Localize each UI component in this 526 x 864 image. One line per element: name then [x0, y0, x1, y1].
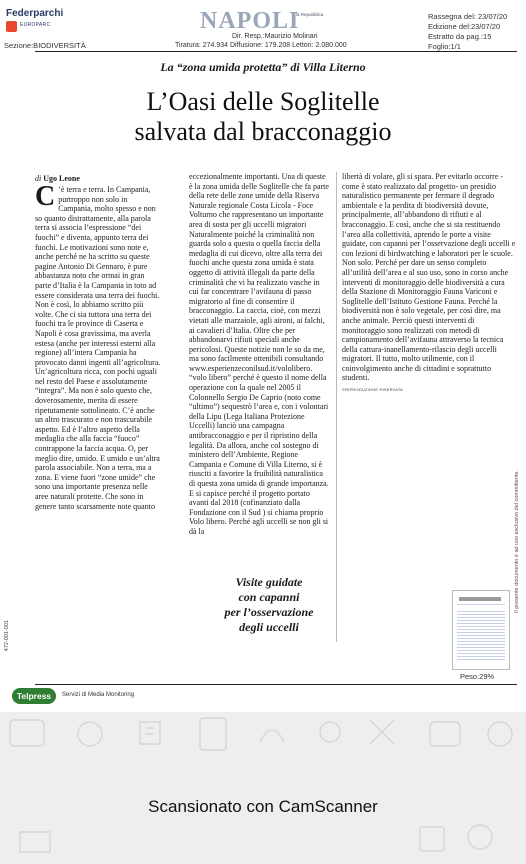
banner-pattern-icon: [0, 712, 526, 864]
pull-quote-line-4: degli uccelli: [239, 620, 299, 634]
header-rule: [35, 51, 517, 52]
headline-line-2: salvata dal bracconaggio: [134, 117, 392, 146]
article-column-2: [189, 172, 329, 537]
telpress-subtitle: Servizi di Media Monitoring: [62, 692, 135, 698]
page-weight: Peso:29%: [460, 672, 495, 681]
section-label: Sezione:BIODIVERSITÀ: [4, 41, 86, 50]
pull-quote-line-2: con capanni: [238, 590, 300, 604]
column-1-text: ’è terra e terra. In Campania, purtroppo non solo in Campania, molto spesso e non so quanto distrattamente, alla parola terra si associa l’espressione “dei fuochi” e diventa, appunto terra dei fuochi. Le motivazioni sono note e, anche perché ne ha scritto su queste pagine Antonio Di Gennaro, è pure abbastanza noto che ormai in gran parte d’Italia è la Campania in toto ad essere considerata una terra dei fuochi. Non è così, lo abbiamo scritto più volte. Che ci sia tuttora una terra dei fuochi tra le province di Caserta e Napoli è cosa gravissima, ma averla estesa (anche per interessi esterni alla regione) all’intera Campania ha provocato danni ingenti all’agricoltura. Un’agricoltura ricca, con pochi uguali nel resto del Paese e assolutamente “integra”. Ma non è solo questo che, doverosamente, merita di essere ripetutamente sottolineato. C’è anche un altro trascurato e non trascurabile aspetto. Ed è l’altro aspetto della medaglia che alla faccia “fuoco” contrappone la faccia acqua. O, per meglio dire, umido. E umido e un’altra parola associabile. Non a terra, ma a zona. E viene fuori “zone umide” che sono una importante presenza nelle aree naturali protette. Che sono in genere tanto scarsamente note quanto: [35, 185, 161, 511]
article-column-3: [342, 172, 517, 395]
document-code: 472-001-001: [4, 620, 10, 652]
newspaper-masthead: [200, 10, 330, 34]
byline-author: Ugo Leone: [43, 174, 80, 183]
pull-quote-line-1: Visite guidate: [235, 575, 303, 589]
clipping-meta: [428, 12, 512, 52]
foglio: Foglio:1/1: [428, 42, 461, 51]
brand-name: Federparchi: [6, 8, 64, 19]
federparchi-logo: [6, 8, 90, 36]
rassegna-date: Rassegna del: 23/07/20: [428, 12, 508, 21]
editor-in-chief: Dir. Resp.:Maurizio Molinari: [232, 33, 318, 40]
scanner-caption: Scansionato con CamScanner: [148, 797, 378, 816]
pull-quote: [214, 575, 324, 635]
circulation-info: Tiratura: 274.934 Diffusione: 179.208 Lettori: 2.080.000: [175, 42, 347, 49]
thumbnail-headline: [459, 597, 501, 601]
edizione-date: Edizione del:23/07/20: [428, 22, 501, 31]
article-column-1: [35, 181, 161, 511]
column-3-text: libertà di volare, gli si spara. Per evitarlo occorre - come è stato realizzato dal progetto- un presidio naturalistico permanente per fermare il degrado ambientale e la perdita di biodiversità dovute, principalmente, all’abbandono di rifiuti e al bracconaggio. E così, anche che si sta restituendo l’area alla collettività, aprendo le porte a visite guidate, con capanni per l’osservazione degli uccelli e con lezioni di birdwatching e laboratori per le scuole. Non solo. Perché per dare un senso completo all’utilità dell’area e al suo uso, sono in corso anche interventi di monitoraggio delle biodiversità a cura della Stazione di Monitoraggio Fauna Variconi e Soglitelle dell’Istituto Gestione Fauna. Perché la biodiversità non è solo vegetale, per così dire, ma anche animale. Perciò questi interventi di monitoraggio sono realizzati con metodi di campionamento dell’avifauna attraverso la tecnica della cattura-inanellamento-rilascio degli uccelli migratori. Il tutto, molto utilmente, con il coinvolgimento anche di cittadini e soprattutto studenti.: [342, 172, 516, 383]
camscanner-banner: [0, 712, 526, 864]
exclusive-use-note: Il presente documento è ad uso esclusivo del committente.: [514, 470, 520, 614]
brand-sub: EUROPARC: [20, 22, 51, 28]
headline-line-1: L’Oasi delle Soglitelle: [146, 87, 380, 116]
brand-mark-icon: [6, 21, 17, 32]
byline-prefix: di: [35, 174, 42, 183]
thumbnail-line: [457, 604, 505, 605]
column-2-text: eccezionalmente importanti. Una di queste è la zona umida delle Soglitelle che fa parte della rete delle zone umide della Riserva Naturale regionale Costa Licola - Foce Volturno che rappresentano un importante area di sosta per gli uccelli migratori Naturalmente poiché la criminalità non guarda solo a questa o quella faccia della medaglia di cui dicevo, oltre alla terra dei fuochi anche questa zona umida è stata oggetto di attività illegali da parte della criminalità che vi ha realizzato vasche in cui far concentrare l’avifauna di passo migratorio al fine di consentire il bracconaggio. La caccia, cioè, con mezzi vietati alle marzaiole, agli aironi, ai falchi, ai cavalieri d’Italia. Oltre che per abbandonarvi rifiuti speciali anche pericolosi. Queste notizie non le so da me, ma sono facilmente ottenibili consultando www.esperienzeconilsud.it/vololibero. “volo libero” perché è questo il nome della operazione con la quale nel 2005 il Colonnello Sergio De Caprio (noto come “ultimo”) sequestrò l’area e, con i volontari della Lipu (Lega Italiana Protezione Uccelli) lanciò una campagna antibracconaggio e per il ripristino della legalità. Da allora, anche col sostegno di ministero dell’Ambiente, Regione Campania e Comune di Villa Literno, si è riusciti a favorire la fruibilità naturalistica di questa zona umida di grande importanza. E si capisce perché il progetto portato avanti dal 2018 (cofinanziato dalla Fondazione con il Sud ) si chiama proprio Volo libero. Perché agli uccelli se non gli si dà la: [189, 172, 329, 536]
pull-quote-line-3: per l’osservazione: [224, 605, 314, 619]
article-kicker: La “zona umida protetta” di Villa Literno: [160, 60, 366, 74]
footer-rule: [35, 684, 517, 685]
column-divider: [336, 172, 337, 642]
masthead-sub: la Repubblica: [296, 12, 324, 17]
clipping-header: [0, 0, 526, 50]
thumbnail-text-block: [457, 611, 505, 661]
masthead-title: NAPOLI: [200, 8, 300, 34]
estratto-page: Estratto da pag.:15: [428, 32, 492, 41]
copyright-note: ©RIPRODUZIONE RISERVATA: [342, 387, 404, 393]
article-headline: [60, 87, 466, 147]
drop-cap: C: [35, 181, 56, 212]
page-thumbnail: [452, 590, 510, 670]
telpress-logo: Telpress: [12, 688, 56, 704]
